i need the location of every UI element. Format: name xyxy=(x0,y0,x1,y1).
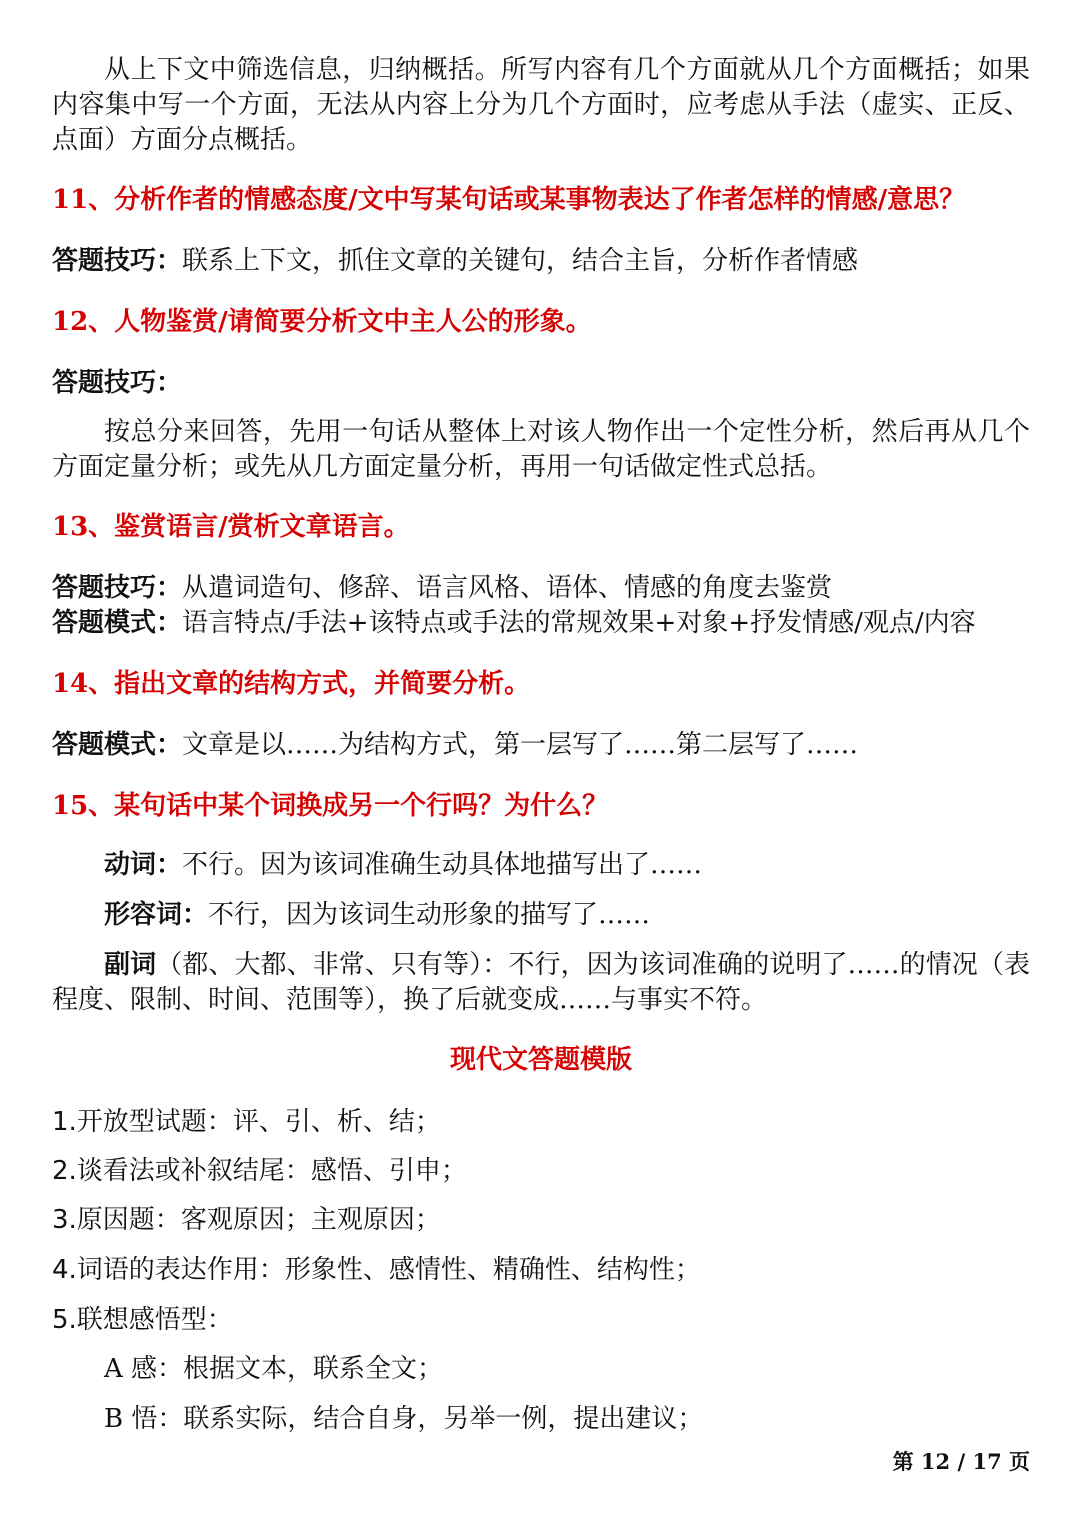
q12-paragraph: 按总分来回答，先用一句话从整体上对该人物作出一个定性分析，然后再从几个方面定量分析；或先从几方面定量分析，再用一句话做定性式总括。 xyxy=(52,417,1030,482)
template-item-4 xyxy=(52,1253,701,1288)
q13-skill-label: 答题技巧： xyxy=(52,573,183,603)
q12-heading: 12、人物鉴赏/请简要分析文中主人公的形象。 xyxy=(52,307,592,337)
q13-heading: 13、鉴赏语言/赏析文章语言。 xyxy=(52,512,410,542)
q15-adv xyxy=(52,948,1030,1018)
q14-mode-label: 答题模式： xyxy=(52,730,183,760)
q15-verb-label: 动词： xyxy=(104,850,183,880)
q15-adj-label: 形容词： xyxy=(104,900,209,930)
template-item-text: 形象性、感情性、精确性、结构性； xyxy=(284,1255,701,1285)
sub-item-text: 根据文本，联系全文； xyxy=(183,1354,444,1384)
q14-mode xyxy=(52,728,858,763)
template-item-label: 5.联想感悟型： xyxy=(52,1305,233,1335)
q13-mode-label: 答题模式： xyxy=(52,608,183,638)
template-item-3 xyxy=(52,1203,441,1238)
document-page xyxy=(52,0,1030,1527)
template-item-label: 1.开放型试题： xyxy=(52,1107,233,1137)
sub-item-label: B 悟： xyxy=(104,1404,184,1434)
q15-adv-label: 副词 xyxy=(104,950,157,980)
q12-skill-label: 答题技巧： xyxy=(52,368,183,398)
q15-adv-text: （都、大都、非常、只有等）：不行，因为该词准确的说明了……的情况（表程度、限制、时间、范围等），换了后就变成……与事实不符。 xyxy=(52,950,1030,1015)
q11-skill xyxy=(52,244,858,279)
intro-paragraph: 从上下文中筛选信息，归纳概括。所写内容有几个方面就从几个方面概括；如果内容集中写一个方面，无法从内容上分为几个方面时，应考虑从手法（虚实、正反、点面）方面分点概括。 xyxy=(52,55,1030,155)
template-item-2 xyxy=(52,1154,467,1189)
q13-mode xyxy=(52,606,976,641)
q11-skill-text: 联系上下文，抓住文章的关键句，结合主旨，分析作者情感 xyxy=(182,246,859,276)
q11-skill-label: 答题技巧： xyxy=(52,246,183,276)
template-item-text: 评、引、析、结； xyxy=(232,1107,441,1137)
template-title: 现代文答题模版 xyxy=(449,1045,632,1075)
template-item-1 xyxy=(52,1105,441,1140)
sub-item-b xyxy=(104,1402,703,1437)
template-item-label: 2.谈看法或补叙结尾： xyxy=(52,1156,311,1186)
q13-skill-text: 从遣词造句、修辞、语言风格、语体、情感的角度去鉴赏 xyxy=(182,573,833,603)
template-item-5 xyxy=(52,1303,233,1338)
q15-adj-text: 不行，因为该词生动形象的描写了…… xyxy=(208,900,651,930)
sub-item-text: 联系实际，结合自身，另举一例，提出建议； xyxy=(183,1404,704,1434)
q13-skill xyxy=(52,571,832,606)
q15-verb-text: 不行。因为该词准确生动具体地描写出了…… xyxy=(182,850,703,880)
q14-heading: 14、指出文章的结构方式，并简要分析。 xyxy=(52,669,531,699)
q11-heading: 11、分析作者的情感态度/文中写某句话或某事物表达了作者怎样的情感/意思？ xyxy=(52,185,966,215)
q15-heading: 15、某句话中某个词换成另一个行吗？为什么？ xyxy=(52,791,609,821)
q13-mode-text: 语言特点/手法+该特点或手法的常规效果+对象+抒发情感/观点/内容 xyxy=(182,608,976,638)
sub-item-label: A 感： xyxy=(104,1354,184,1384)
q14-mode-text: 文章是以……为结构方式，第一层写了……第二层写了…… xyxy=(182,730,859,760)
template-item-label: 4.词语的表达作用： xyxy=(52,1255,285,1285)
sub-item-a xyxy=(104,1352,443,1387)
template-item-text: 客观原因；主观原因； xyxy=(180,1205,441,1235)
q15-verb xyxy=(104,848,702,883)
page-number: 第 12 / 17 页 xyxy=(892,1449,1030,1474)
template-item-label: 3.原因题： xyxy=(52,1205,181,1235)
q15-adj xyxy=(104,898,650,933)
template-item-text: 感悟、引申； xyxy=(310,1156,467,1186)
